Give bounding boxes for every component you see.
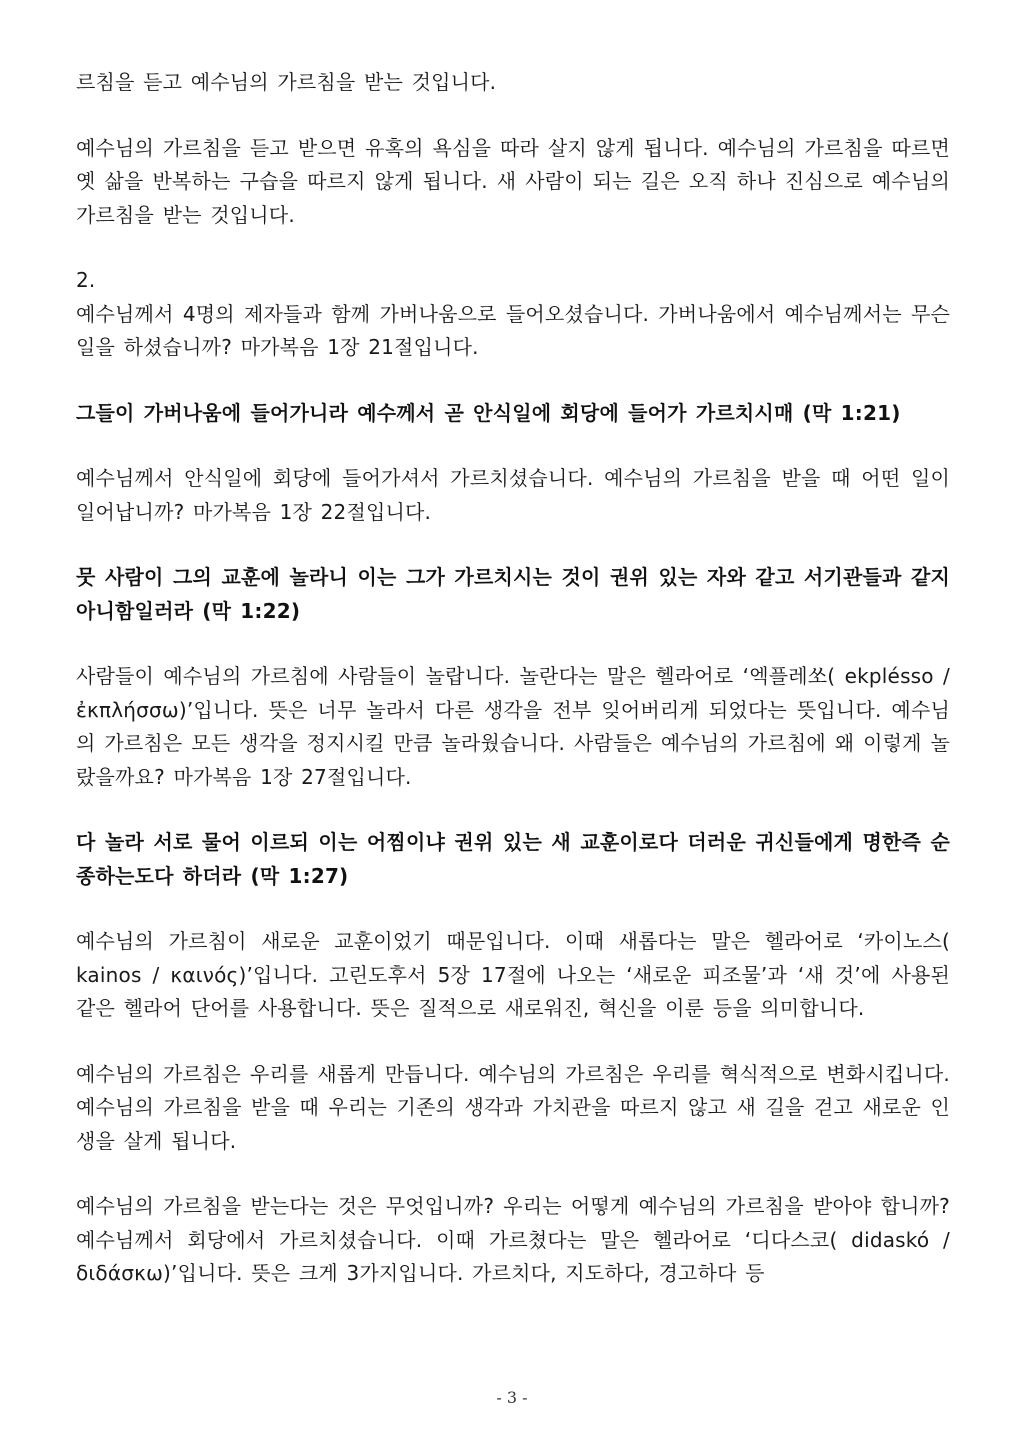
scripture-quote: 뭇 사람이 그의 교훈에 놀라니 이는 그가 가르치시는 것이 권위 있는 자와 같고 서기관들과 같지 아니함일러라 (막 1:22) [76, 565, 950, 623]
body-paragraph: 사람들이 예수님의 가르침에 사람들이 놀랍니다. 놀란다는 말은 헬라어로 ‘엑플레쏘( ekplésso / ἐκπλήσσω)’입니다. 뜻은 너무 놀라서 다른 생각을 전부 잊어버리게 되었다는 뜻입니다. 예수님의 가르침은 모든 생각을 정지시킬 만큼 놀라웠습니다. 사람들은 예수님의 가르침에 왜 이렇게 놀랐을까요? 마가복음 1장 27절입니다. [76, 664, 950, 789]
scripture-quote: 그들이 가버나움에 들어가니라 예수께서 곧 안식일에 회당에 들어가 가르치시매 (막 1:21) [76, 400, 901, 425]
body-paragraph: 예수님의 가르침을 받는다는 것은 무엇입니까? 우리는 어떻게 예수님의 가르침을 받아야 합니까? 예수님께서 회당에서 가르치셨습니다. 이때 가르쳤다는 말은 헬라어로 ‘디다스코( didaskó / διδάσκω)’입니다. 뜻은 크게 3가지입니다. 가르치다, 지도하다, 경고하다 등 [76, 1194, 950, 1285]
paragraph-spacer [76, 232, 950, 264]
scripture-quote: 다 놀라 서로 물어 이르되 이는 어찜이냐 권위 있는 새 교훈이로다 더러운 귀신들에게 명한즉 순종하는도다 하더라 (막 1:27) [76, 830, 950, 888]
body-paragraph: 예수님께서 4명의 제자들과 함께 가버나움으로 들어오셨습니다. 가버나움에서 예수님께서는 무슨 일을 하셨습니까? 마가복음 1장 21절입니다. [76, 301, 950, 359]
body-paragraph: 예수님께서 안식일에 회당에 들어가셔서 가르치셨습니다. 예수님의 가르침을 받을 때 어떤 일이 일어납니까? 마가복음 1장 22절입니다. [76, 466, 950, 524]
paragraph-spacer [76, 893, 950, 925]
paragraph-spacer [76, 100, 950, 132]
body-paragraph: 르침을 듣고 예수님의 가르침을 받는 것입니다. [76, 70, 497, 94]
paragraph-spacer [76, 430, 950, 462]
paragraph-spacer [76, 794, 950, 826]
paragraph-spacer [76, 529, 950, 561]
paragraph-spacer [76, 365, 950, 397]
paragraph-spacer [76, 628, 950, 660]
body-paragraph: 2. [76, 268, 96, 292]
body-paragraph: 예수님의 가르침이 새로운 교훈이었기 때문입니다. 이때 새롭다는 말은 헬라어로 ‘카이노스( kainos / καινός)’입니다. 고린도후서 5장 17절에 나오는 ‘새로운 피조물’과 ‘새 것’에 사용된 같은 헬라어 단어를 사용합니다. 뜻은 질적으로 새로워진, 혁신을 이룬 등을 의미합니다. [76, 929, 950, 1020]
paragraph-spacer [76, 1158, 950, 1190]
page-number: - 3 - [496, 1388, 528, 1407]
body-paragraph: 예수님의 가르침은 우리를 새롭게 만듭니다. 예수님의 가르침은 우리를 혁식적으로 변화시킵니다. 예수님의 가르침을 받을 때 우리는 기존의 생각과 가치관을 따르지 않고 새 길을 걷고 새로운 인생을 살게 됩니다. [76, 1061, 950, 1153]
paragraph-spacer [76, 1026, 950, 1058]
document-body [76, 66, 950, 1291]
body-paragraph: 예수님의 가르침을 듣고 받으면 유혹의 욕심을 따라 살지 않게 됩니다. 예수님의 가르침을 따르면 옛 삶을 반복하는 구습을 따르지 않게 됩니다. 새 사람이 되는 길은 오직 하나 진심으로 예수님의 가르침을 받는 것입니다. [76, 135, 950, 227]
